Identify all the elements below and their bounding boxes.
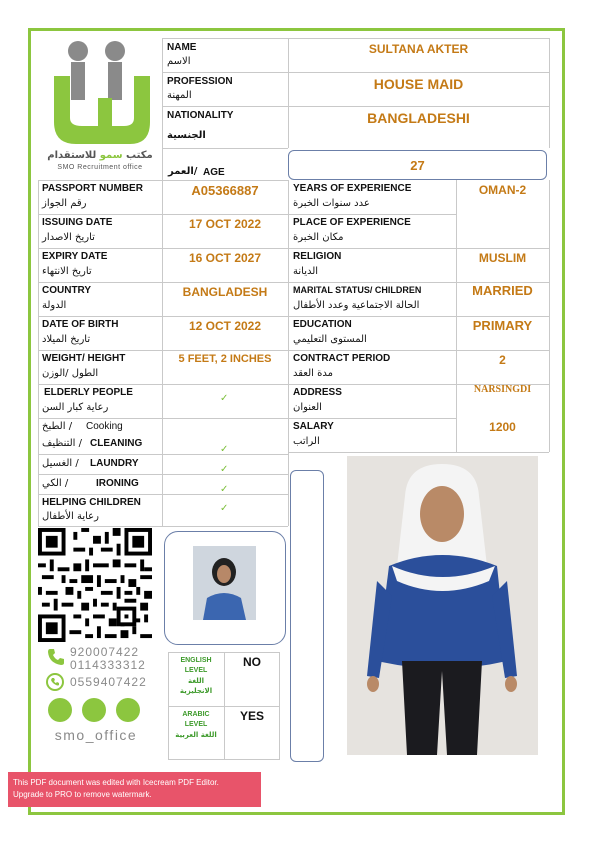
passport-label-ar: رقم الجواز (42, 198, 87, 209)
cleaning-label: CLEANING (90, 438, 143, 449)
arabic-level-label: LEVEL (184, 721, 208, 728)
watermark-line-1: This PDF document was edited with Icecream PDF Editor. (13, 778, 219, 787)
phone-number-1[interactable]: 920007422 (70, 645, 140, 659)
logo-text-ar2: للاستقدام (47, 150, 97, 161)
religion-label: RELIGION (293, 251, 342, 262)
marital-value: MARRIED (472, 283, 533, 298)
education-value: PRIMARY (472, 318, 533, 333)
marital-label: MARITAL STATUS/ CHILDREN (293, 285, 422, 295)
contract-label: CONTRACT PERIOD (293, 353, 391, 364)
small-photo (193, 546, 256, 620)
logo-text-mid: سمو (99, 150, 123, 161)
watermark-line-2: Upgrade to PRO to remove watermark. (13, 790, 152, 799)
laundry-label-ar: الغسيل / (42, 458, 79, 469)
age-value: 27 (410, 158, 425, 173)
watermark-banner[interactable] (8, 772, 261, 807)
laundry-label: LAUNDRY (90, 458, 139, 469)
country-label: COUNTRY (42, 285, 92, 296)
experience-value: OMAN-2 (478, 183, 527, 197)
logo-text-en: SMO Recruitment office (57, 164, 143, 171)
religion-value: MUSLIM (478, 251, 527, 265)
qr-code[interactable] (38, 528, 152, 642)
weight-height-label-ar: الطول /الوزن (42, 368, 99, 379)
arabic-label: ARABIC (182, 711, 210, 718)
snapchat-icon[interactable] (116, 698, 140, 722)
address-label-ar: العنوان (293, 402, 322, 413)
issue-date-value: 17 OCT 2022 (188, 217, 262, 231)
twitter-icon[interactable] (48, 698, 72, 722)
social-handle[interactable]: smo_office (54, 727, 138, 743)
cooking-label: Cooking (86, 421, 123, 432)
logo-icon (38, 38, 162, 156)
dob-label-ar: تاريخ الميلاد (42, 334, 91, 345)
passport-label: PASSPORT NUMBER (42, 183, 143, 194)
english-value: NO (243, 655, 261, 669)
english-label: ENGLISH (180, 657, 212, 664)
expiry-date-label: EXPIRY DATE (42, 251, 108, 262)
whatsapp-number[interactable]: 0559407422 (70, 675, 147, 689)
whatsapp-icon (45, 672, 65, 692)
elderly-check-icon: ✓ (220, 393, 229, 404)
ironing-label-ar: الكي / (42, 478, 69, 489)
english-label-ar1: اللغة (187, 677, 205, 685)
laundry-check-icon: ✓ (220, 464, 229, 475)
issue-date-label-ar: تاريخ الاصدار (42, 232, 95, 243)
blank-box (290, 470, 324, 762)
instagram-icon[interactable] (82, 698, 106, 722)
salary-value: 1200 (489, 420, 516, 434)
cooking-label-ar: الطبخ / (42, 421, 73, 432)
name-label: NAME (167, 42, 197, 53)
weight-height-label: WEIGHT/ HEIGHT (42, 353, 126, 364)
contract-label-ar: مدة العقد (293, 368, 333, 379)
experience-label: YEARS OF EXPERIENCE (293, 183, 412, 194)
passport-value: A05366887 (191, 183, 259, 198)
profession-label: PROFESSION (167, 76, 233, 87)
full-photo (347, 456, 538, 755)
nationality-value: BANGLADESHI (367, 110, 470, 126)
cleaning-label-ar: التنظيف / (42, 438, 82, 449)
expiry-date-value: 16 OCT 2027 (188, 251, 262, 265)
marital-label-ar: الحالة الاجتماعية وعدد الأطفال (293, 300, 420, 311)
address-label: ADDRESS (293, 387, 342, 398)
country-label-ar: الدولة (42, 300, 67, 311)
english-level-label: LEVEL (184, 667, 208, 674)
logo-text-ar: مكتب (126, 150, 153, 161)
phone-number-2[interactable]: 0114333312 (70, 658, 146, 672)
contract-value: 2 (499, 353, 506, 367)
dob-value: 12 OCT 2022 (188, 319, 262, 333)
arabic-label-ar: اللغة العربية (175, 731, 217, 739)
age-label: AGE (203, 167, 225, 178)
country-value: BANGLADESH (182, 285, 268, 299)
salary-label-ar: الراتب (293, 436, 320, 447)
nationality-label-ar: الجنسية (167, 130, 206, 141)
education-label: EDUCATION (293, 319, 352, 330)
expiry-date-label-ar: تاريخ الانتهاء (42, 266, 92, 277)
nationality-label: NATIONALITY (167, 110, 234, 121)
elderly-label-ar: رعاية كبار السن (42, 402, 109, 413)
logo (38, 38, 162, 176)
address-value: NARSINGDI (473, 384, 532, 395)
children-check-icon: ✓ (220, 503, 229, 514)
place-label: PLACE OF EXPERIENCE (293, 217, 411, 228)
ironing-check-icon: ✓ (220, 484, 229, 495)
salary-label: SALARY (293, 421, 334, 432)
phone-icon (46, 647, 66, 667)
religion-label-ar: الديانة (293, 266, 319, 277)
children-label: HELPING CHILDREN (42, 497, 141, 508)
cleaning-check-icon: ✓ (220, 444, 229, 455)
age-label-ar: العمر/ (168, 166, 198, 177)
children-label-ar: رعاية الأطفال (42, 511, 99, 522)
place-label-ar: مكان الخبرة (293, 232, 344, 243)
profession-label-ar: المهنة (167, 90, 192, 101)
education-label-ar: المستوى التعليمي (293, 334, 367, 345)
weight-height-value: 5 FEET, 2 INCHES (178, 353, 272, 365)
name-value: SULTANA AKTER (368, 42, 469, 56)
experience-label-ar: عدد سنوات الخبرة (293, 198, 370, 209)
issue-date-label: ISSUING DATE (42, 217, 113, 228)
arabic-value: YES (239, 709, 264, 723)
ironing-label: IRONING (96, 478, 139, 489)
profession-value: HOUSE MAID (373, 76, 464, 92)
elderly-label: ELDERLY PEOPLE (44, 387, 133, 398)
dob-label: DATE OF BIRTH (42, 319, 119, 330)
name-label-ar: الاسم (167, 56, 191, 67)
english-label-ar2: الانجليزية (179, 687, 213, 695)
